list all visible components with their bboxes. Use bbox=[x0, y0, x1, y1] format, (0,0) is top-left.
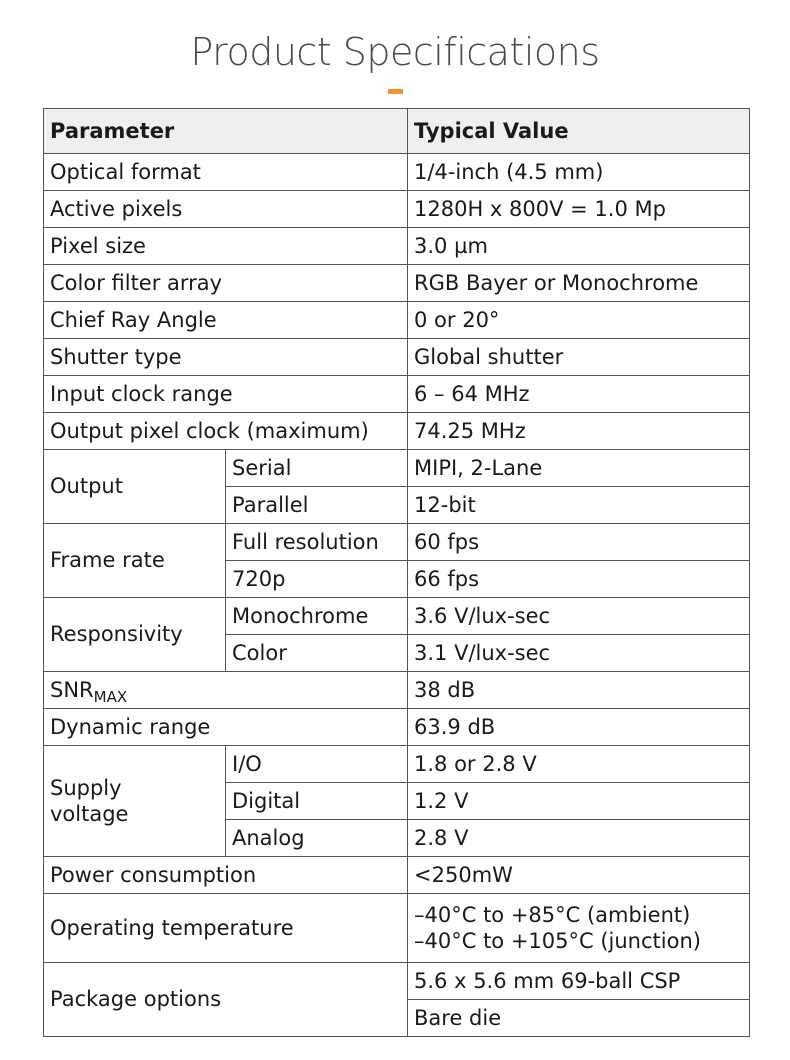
row-value-720p: 66 fps bbox=[408, 561, 750, 598]
table-row bbox=[44, 963, 750, 1000]
row-label-output: Output bbox=[44, 450, 226, 524]
sub-label-analog: Analog bbox=[226, 820, 408, 857]
table-row bbox=[44, 413, 750, 450]
row-label-dynamic-range: Dynamic range bbox=[44, 709, 408, 746]
row-label-operating-temp: Operating temperature bbox=[44, 894, 408, 963]
row-value-input-clock: 6 – 64 MHz bbox=[408, 376, 750, 413]
row-value-color: 3.1 V/lux-sec bbox=[408, 635, 750, 672]
row-value-monochrome: 3.6 V/lux-sec bbox=[408, 598, 750, 635]
supply-label-line2: voltage bbox=[50, 802, 129, 826]
spec-table bbox=[43, 108, 750, 1037]
operating-temp-ambient: –40°C to +85°C (ambient) bbox=[414, 903, 691, 927]
row-value-snr: 38 dB bbox=[408, 672, 750, 709]
row-value-digital: 1.2 V bbox=[408, 783, 750, 820]
snr-label-subscript: MAX bbox=[93, 687, 128, 706]
row-label-responsivity: Responsivity bbox=[44, 598, 226, 672]
table-row bbox=[44, 746, 750, 783]
table-row bbox=[44, 857, 750, 894]
table-row bbox=[44, 265, 750, 302]
row-value-optical-format: 1/4-inch (4.5 mm) bbox=[408, 154, 750, 191]
table-row bbox=[44, 228, 750, 265]
page-title: Product Specifications bbox=[190, 30, 600, 74]
sub-label-digital: Digital bbox=[226, 783, 408, 820]
row-value-pixel-size: 3.0 µm bbox=[408, 228, 750, 265]
table-row bbox=[44, 672, 750, 709]
row-label-frame-rate: Frame rate bbox=[44, 524, 226, 598]
row-value-package-csp: 5.6 x 5.6 mm 69-ball CSP bbox=[408, 963, 750, 1000]
snr-label-text: SNR bbox=[50, 677, 94, 702]
row-value-power: <250mW bbox=[408, 857, 750, 894]
table-row bbox=[44, 598, 750, 635]
sub-label-io: I/O bbox=[226, 746, 408, 783]
table-row bbox=[44, 191, 750, 228]
table-row bbox=[44, 450, 750, 487]
table-row bbox=[44, 154, 750, 191]
sub-label-parallel: Parallel bbox=[226, 487, 408, 524]
row-label-supply-voltage bbox=[44, 746, 226, 857]
header-typical-value: Typical Value bbox=[408, 109, 750, 154]
row-label-package: Package options bbox=[44, 963, 408, 1037]
table-row bbox=[44, 894, 750, 963]
row-value-serial: MIPI, 2-Lane bbox=[408, 450, 750, 487]
row-value-color-filter: RGB Bayer or Monochrome bbox=[408, 265, 750, 302]
row-label-chief-ray: Chief Ray Angle bbox=[44, 302, 408, 339]
row-value-dynamic-range: 63.9 dB bbox=[408, 709, 750, 746]
row-label-active-pixels: Active pixels bbox=[44, 191, 408, 228]
table-row bbox=[44, 302, 750, 339]
table-header-row bbox=[44, 109, 750, 154]
row-label-pixel-size: Pixel size bbox=[44, 228, 408, 265]
header-parameter: Parameter bbox=[44, 109, 408, 154]
table-row bbox=[44, 709, 750, 746]
row-label-snr bbox=[44, 672, 408, 709]
row-value-operating-temp bbox=[408, 894, 750, 963]
row-label-input-clock: Input clock range bbox=[44, 376, 408, 413]
row-value-output-pixel-clock: 74.25 MHz bbox=[408, 413, 750, 450]
sub-label-monochrome: Monochrome bbox=[226, 598, 408, 635]
row-value-chief-ray: 0 or 20° bbox=[408, 302, 750, 339]
operating-temp-junction: –40°C to +105°C (junction) bbox=[414, 929, 701, 953]
row-value-parallel: 12-bit bbox=[408, 487, 750, 524]
supply-label-line1: Supply bbox=[50, 776, 122, 800]
sub-label-color: Color bbox=[226, 635, 408, 672]
row-value-package-bare-die: Bare die bbox=[408, 1000, 750, 1037]
row-value-analog: 2.8 V bbox=[408, 820, 750, 857]
row-label-color-filter: Color filter array bbox=[44, 265, 408, 302]
row-label-optical-format: Optical format bbox=[44, 154, 408, 191]
sub-label-serial: Serial bbox=[226, 450, 408, 487]
row-value-active-pixels: 1280H x 800V = 1.0 Mp bbox=[408, 191, 750, 228]
sub-label-full-resolution: Full resolution bbox=[226, 524, 408, 561]
table-row bbox=[44, 339, 750, 376]
table-row bbox=[44, 376, 750, 413]
row-label-power: Power consumption bbox=[44, 857, 408, 894]
table-row bbox=[44, 524, 750, 561]
row-label-shutter: Shutter type bbox=[44, 339, 408, 376]
row-label-output-pixel-clock: Output pixel clock (maximum) bbox=[44, 413, 408, 450]
sub-label-720p: 720p bbox=[226, 561, 408, 598]
row-value-full-resolution: 60 fps bbox=[408, 524, 750, 561]
row-value-shutter: Global shutter bbox=[408, 339, 750, 376]
title-accent-bar bbox=[388, 89, 403, 94]
row-value-io: 1.8 or 2.8 V bbox=[408, 746, 750, 783]
